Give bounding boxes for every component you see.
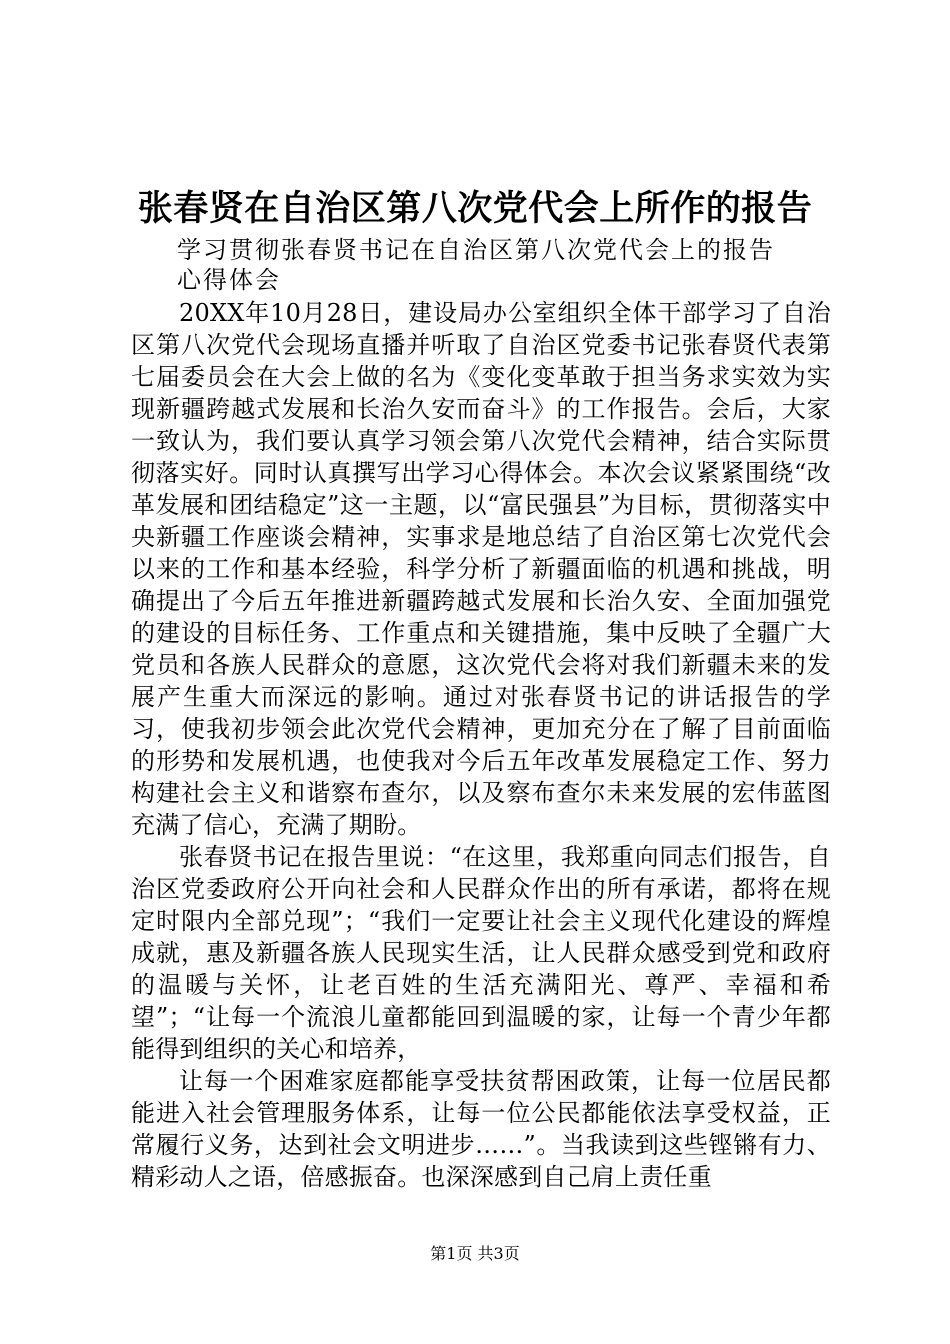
body-paragraph-2: 张春贤书记在报告里说：“在这里，我郑重向同志们报告，自治区党委政府公开向社会和人民群众作出的所有承诺，都将在规定时限内全部兑现”；“我们一定要让社会主义现代化建设的辉煌成就，惠及新疆各族人民现实生活，让人民群众感受到党和政府的温暖与关怀，让老百姓的生活充满阳光、尊严、幸福和希望”；“让每一个流浪儿童都能回到温暖的家，让每一个青少年都能得到组织的关心和培养， <box>131 843 831 1063</box>
subtitle-line-1: 学习贯彻张春贤书记在自治区第八次党代会上的报告 <box>177 236 775 264</box>
subtitle-line-2: 心得体会 <box>177 266 281 294</box>
page-indicator: 第1页 共3页 <box>430 1244 520 1263</box>
body-paragraph-3: 让每一个困难家庭都能享受扶贫帮困政策，让每一位居民都能进入社会管理服务体系，让每一位公民都能依法享受权益，正常履行义务，达到社会文明进步……”。当我读到这些铿锵有力、精彩动人之语，倍感振奋。也深深感到自己肩上责任重 <box>131 1067 831 1191</box>
body-paragraph-1: 20XX年10月28日，建设局办公室组织全体干部学习了自治区第八次党代会现场直播并听取了自治区党委书记张春贤代表第七届委员会在大会上做的名为《变化变革敢于担当务求实效为实现新疆跨越式发展和长治久安而奋斗》的工作报告。会后，大家一致认为，我们要认真学习领会第八次党代会精神，结合实际贯彻落实好。同时认真撰写出学习心得体会。本次会议紧紧围绕“改革发展和团结稳定”这一主题，以“富民强县”为目标，贯彻落实中央新疆工作座谈会精神，实事求是地总结了自治区第七次党代会以来的工作和基本经验，科学分析了新疆面临的机遇和挑战，明确提出了今后五年推进新疆跨越式发展和长治久安、全面加强党的建设的目标任务、工作重点和关键措施，集中反映了全疆广大党员和各族人民群众的意愿，这次党代会将对我们新疆未来的发展产生重大而深远的影响。通过对张春贤书记的讲话报告的学习，使我初步领会此次党代会精神，更加充分在了解了目前面临的形势和发展机遇，也使我对今后五年改革发展稳定工作、努力构建社会主义和谐察布查尔，以及察布查尔未来发展的宏伟蓝图充满了信心，充满了期盼。 <box>131 299 831 839</box>
document-title: 张春贤在自治区第八次党代会上所作的报告 <box>137 188 813 229</box>
document-subtitle <box>177 235 797 295</box>
document-body <box>131 297 831 1193</box>
